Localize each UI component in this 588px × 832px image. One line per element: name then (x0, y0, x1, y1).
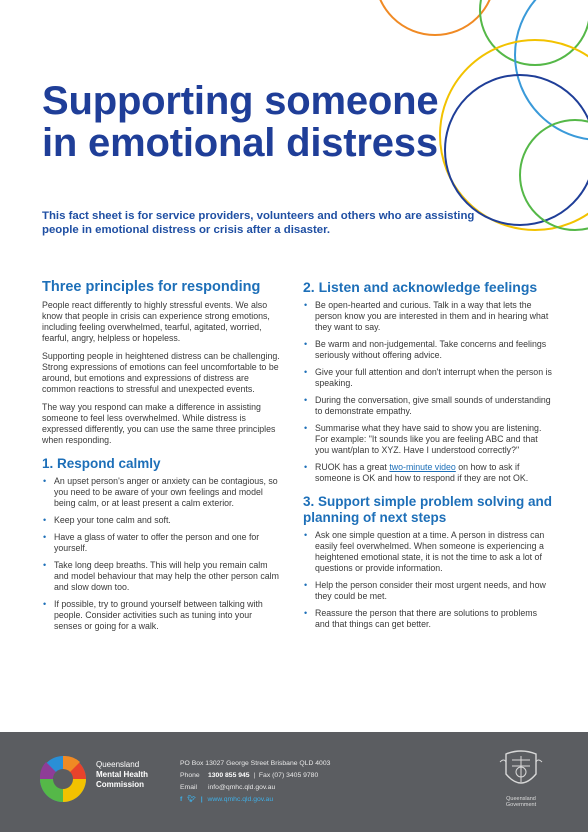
bullet-icon: • (43, 476, 47, 486)
principles-heading: Three principles for responding (42, 279, 261, 295)
bullet-icon: • (304, 530, 308, 540)
list-item: • If possible, try to ground yourself between talking with people. Consider activities such as tuning into your senses or going for a walk. (43, 599, 263, 631)
website-link[interactable]: www.qmhc.qld.gov.au (207, 796, 274, 803)
title-line-2: in emotional distress (42, 121, 438, 165)
paragraph: Supporting people in heightened distress can be challenging. Strong expressions of emotions can feel uncomfortable to be around, but emotions and expressions of distress are common reactions to stressful and unexpected events. (42, 351, 280, 394)
bullet-icon: • (304, 339, 308, 349)
respond-calmly-list (42, 476, 280, 632)
respond-calmly-heading: 1. Respond calmly (42, 456, 161, 471)
commission-logo-icon (38, 754, 88, 804)
twitter-icon[interactable]: 🐦︎ (187, 796, 196, 803)
bullet-icon: • (304, 300, 308, 310)
list-item: • Be open-hearted and curious. Talk in a way that lets the person know you are interested in them and in hearing what they want to say. (304, 300, 549, 332)
bullet-icon: • (304, 462, 308, 472)
email-link[interactable]: info@qmhc.qld.gov.au (208, 784, 276, 791)
phone-line: Phone 1300 855 945 | Fax (07) 3405 9780 (180, 772, 319, 779)
web-line: f 🐦︎ | www.qmhc.qld.gov.au (180, 796, 274, 803)
problem-solving-heading: 3. Support simple problem solving and planning of next steps (303, 494, 553, 525)
paragraph: People react differently to highly stressful events. We also know that people in crisis can experience strong emotions, including feeling overwhelmed, tearful, agitated, worried, fearful, angry, helpless or hopeless. (42, 300, 270, 343)
listen-list (303, 300, 553, 484)
two-minute-video-link[interactable]: two-minute video (389, 462, 456, 472)
list-item: • Give your full attention and don't interrupt when the person is speaking. (304, 367, 552, 388)
contact-details (180, 758, 330, 806)
title-line-1: Supporting someone (42, 79, 439, 123)
footer (0, 732, 588, 832)
facebook-icon[interactable]: f (180, 796, 183, 803)
list-item: • An upset person's anger or anxiety can be contagious, so you need to be aware of your own feelings and model being calm, or at least present a calm exterior. (43, 476, 278, 508)
page-title (42, 80, 438, 164)
list-item: • During the conversation, give small sounds of understanding to demonstrate empathy. (304, 395, 551, 416)
bullet-icon: • (43, 599, 47, 609)
commission-name: Queensland Mental Health Commission (96, 760, 149, 789)
bullet-icon: • (304, 608, 308, 618)
government-label: Queensland Government (505, 796, 537, 808)
list-item: • Reassure the person that there are solutions to problems and that things can get better. (304, 608, 538, 629)
paragraph: The way you respond can make a difference in assisting someone to feel less overwhelmed. While distress is expressed differently, you can use the same three principles when responding. (42, 402, 276, 445)
bullet-icon: • (304, 423, 308, 433)
email-line: Email info@qmhc.qld.gov.au (180, 784, 276, 791)
intro-text: This fact sheet is for service providers, volunteers and others who are assisting people in emotional distress or crisis after a disaster. (42, 210, 475, 236)
listen-heading: 2. Listen and acknowledge feelings (303, 279, 538, 295)
bullet-icon: • (304, 395, 308, 405)
bullet-icon: • (43, 532, 47, 542)
bullet-icon: • (43, 560, 47, 570)
list-item: • Keep your tone calm and soft. (43, 515, 171, 525)
left-column (42, 279, 280, 638)
list-item: • Have a glass of water to offer the person and one for yourself. (43, 532, 260, 553)
list-item: • Summarise what they have said to show you are listening. For example: "It sounds like you are feeling ABC and that you want/plan to XYZ. Have I understood correctly?" (304, 423, 542, 455)
list-item: • Ask one simple question at a time. A person in distress can easily feel overwhelmed. When someone is experiencing a heightened emotional state, it is not the time to ask a lot of questions or provide information. (304, 530, 545, 573)
bullet-icon: • (304, 580, 308, 590)
list-item: • Help the person consider their most urgent needs, and how they could be met. (304, 580, 546, 601)
address: PO Box 13027 George Street Brisbane QLD 4003 (180, 760, 331, 767)
right-column (303, 279, 553, 636)
bullet-icon: • (43, 515, 47, 525)
list-item: • Be warm and non-judgemental. Take concerns and feelings seriously without offering advice. (304, 339, 547, 360)
bullet-icon: • (304, 367, 308, 377)
list-item-ruok: • RUOK has a great two-minute video on how to ask if someone is OK and how to respond if they are not OK. (304, 462, 529, 483)
problem-solving-list (303, 530, 553, 630)
queensland-government-crest-icon (498, 748, 544, 794)
list-item: • Take long deep breaths. This will help you remain calm and model behaviour that may help the other person calm and slow down too. (43, 560, 279, 592)
